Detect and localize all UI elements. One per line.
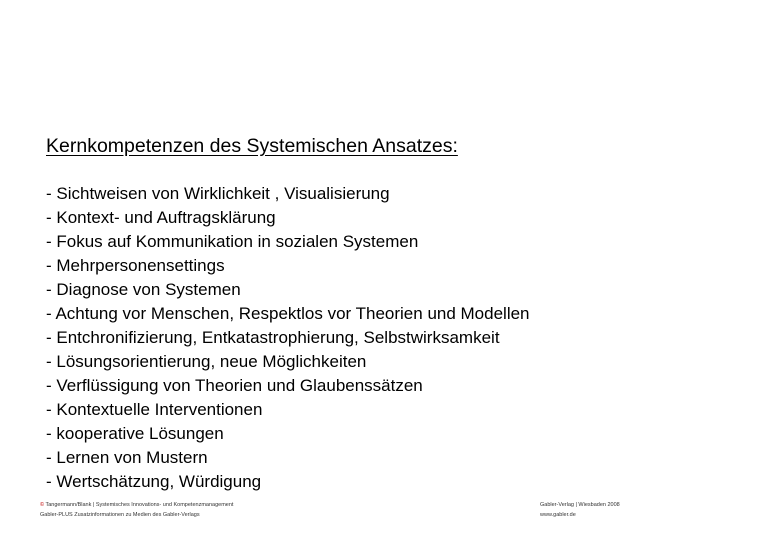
copyright-symbol: © bbox=[40, 502, 45, 508]
list-item: - Mehrpersonensettings bbox=[46, 256, 225, 275]
footer-publisher: Gabler-Verlag | Wiesbaden 2008 bbox=[540, 502, 620, 508]
list-item: - Lösungsorientierung, neue Möglichkeiten bbox=[46, 352, 367, 371]
list-item: - Entchronifizierung, Entkatastrophierung, Selbstwirksamkeit bbox=[46, 328, 500, 347]
list-item: - Kontextuelle Interventionen bbox=[46, 400, 263, 419]
list-item: - Fokus auf Kommunikation in sozialen Systemen bbox=[46, 232, 419, 251]
footer-website-link[interactable]: www.gabler.de bbox=[540, 512, 576, 518]
list-item: - kooperative Lösungen bbox=[46, 424, 224, 443]
footer-left bbox=[40, 500, 233, 520]
list-item: - Verflüssigung von Theorien und Glaubenssätzen bbox=[46, 376, 423, 395]
list-item: - Diagnose von Systemen bbox=[46, 280, 241, 299]
footer-authors: Tangermann/Blank | Systemisches Innovations- und Kompetenzmanagement bbox=[45, 502, 234, 508]
list-item: - Wertschätzung, Würdigung bbox=[46, 472, 262, 491]
list-item: - Sichtweisen von Wirklichkeit , Visualisierung bbox=[46, 184, 390, 203]
footer-copyright-line bbox=[40, 500, 233, 510]
competency-list bbox=[46, 182, 530, 494]
list-item: - Kontext- und Auftragsklärung bbox=[46, 208, 276, 227]
list-item: - Lernen von Mustern bbox=[46, 448, 208, 467]
footer-publisher-note: Gabler-PLUS Zusatzinformationen zu Medien des Gabler-Verlags bbox=[40, 512, 200, 518]
slide-title: Kernkompetenzen des Systemischen Ansatzes: bbox=[46, 135, 458, 157]
list-item: - Achtung vor Menschen, Respektlos vor Theorien und Modellen bbox=[46, 304, 530, 323]
footer-right bbox=[540, 500, 620, 520]
